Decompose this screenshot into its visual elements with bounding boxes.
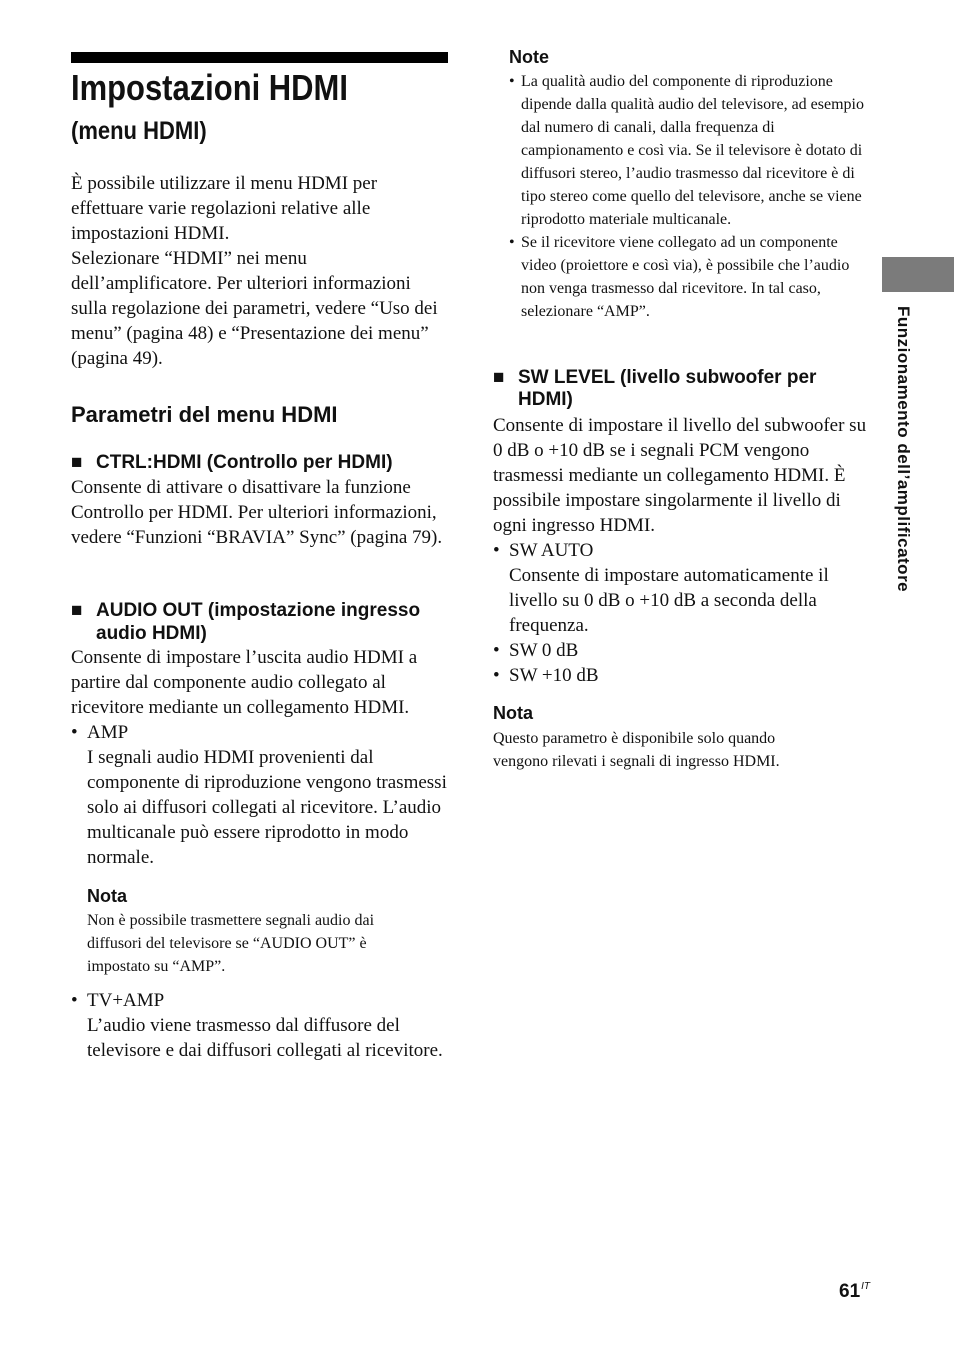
list-item	[71, 720, 448, 870]
sw-level-nota-heading: Nota	[493, 703, 533, 723]
note-item-2: • Se il ricevitore viene collegato ad un componente video (proiettore e così via), è possibile che l’audio non venga trasmesso dal ricevitore. In tal caso, selezionare “AMP”.	[509, 231, 871, 323]
sw-level-heading-text: SW LEVEL (livello subwoofer per HDMI)	[518, 367, 817, 410]
note-item-1: • La qualità audio del componente di riproduzione dipende dalla qualità audio del televisore, ad esempio dal numero di canali, dalla frequenza di campionamento e così via. Se il televisore è dotato di diffusori stereo, l’audio trasmesso dal ricevitore è di tipo stereo come quello del televisore, anche se viene riprodotto materiale multicanale.	[509, 70, 871, 231]
sw-auto-text: Consente di impostare automaticamente il livello su 0 dB o +10 dB a seconda della frequenza.	[509, 565, 829, 636]
amp-text: I segnali audio HDMI provenienti dal componente di riproduzione vengono trasmessi solo ai diffusori collegati al ricevitore. L’audio multicanale può essere riprodotto in modo normale.	[87, 747, 447, 868]
page-number	[839, 1281, 870, 1303]
chapter-tab	[882, 257, 954, 292]
title-rule	[71, 52, 448, 63]
list-item	[71, 988, 448, 1063]
note-list	[509, 70, 871, 323]
sw-level-text: Consente di impostare il livello del subwoofer su 0 dB o +10 dB se i segnali PCM vengono trasmessi mediante un collegamento HDMI. È possibile impostare singolarmente il livello di ogni ingresso HDMI.	[493, 415, 867, 536]
chapter-side-label: Funzionamento dell’amplificatore	[894, 306, 913, 593]
square-bullet-icon: ■	[493, 367, 505, 388]
ctrl-hdmi-heading-text: CTRL:HDMI (Controllo per HDMI)	[96, 452, 393, 473]
sw-level-heading	[493, 367, 871, 411]
list-item	[493, 638, 871, 663]
square-bullet-icon: ■	[71, 600, 83, 621]
audio-out-text: Consente di impostare l’uscita audio HDMI a partire dal componente audio collegato al ricevitore mediante un collegamento HDMI.	[71, 647, 418, 718]
page-number-suffix: IT	[861, 1281, 871, 1292]
audio-out-heading	[71, 599, 448, 645]
ctrl-hdmi-heading	[71, 451, 456, 474]
audio-out-nota-heading: Nota	[87, 886, 127, 906]
note-heading: Note	[509, 47, 549, 67]
tvamp-text: L’audio viene trasmesso dal diffusore del televisore e dai diffusori collegati al ricevitore.	[87, 1015, 443, 1061]
audio-out-tvamp-list	[71, 988, 448, 1063]
list-item	[493, 663, 871, 688]
audio-out-amp-list	[71, 720, 448, 870]
audio-out-heading-text: AUDIO OUT (impostazione ingresso audio HDMI)	[96, 600, 421, 644]
page-subtitle: (menu HDMI)	[71, 117, 207, 145]
audio-out-nota-text: Non è possibile trasmettere segnali audio dai diffusori del televisore se “AUDIO OUT” è impostato su “AMP”.	[87, 912, 375, 975]
intro-paragraph-1: È possibile utilizzare il menu HDMI per effettuare varie regolazioni relative alle impostazioni HDMI.	[71, 173, 378, 244]
page-number-value: 61	[839, 1281, 861, 1302]
amp-label: • AMP	[87, 722, 129, 743]
intro-paragraph-2: Selezionare “HDMI” nei menu dell’amplificatore. Per ulteriori informazioni sulla regolazione dei parametri, vedere “Uso dei menu” (pagina 48) e “Presentazione dei menu” (pagina 49).	[71, 248, 438, 369]
tvamp-label: • TV+AMP	[87, 990, 165, 1011]
intro-block	[71, 171, 448, 371]
page-title: Impostazioni HDMI	[71, 67, 348, 108]
sw-10db-label: • SW +10 dB	[509, 665, 599, 686]
sw-0db-label: • SW 0 dB	[509, 640, 579, 661]
sw-level-options	[493, 538, 871, 688]
ctrl-hdmi-text: Consente di attivare o disattivare la funzione Controllo per HDMI. Per ulteriori informazioni, vedere “Funzioni “BRAVIA” Sync” (pagina 79).	[71, 477, 443, 548]
sw-auto-label: • SW AUTO	[509, 540, 594, 561]
list-item	[493, 538, 871, 638]
section-heading: Parametri del menu HDMI	[71, 402, 338, 427]
square-bullet-icon: ■	[71, 452, 83, 473]
sw-level-nota-text: Questo parametro è disponibile solo quando vengono rilevati i segnali di ingresso HDMI.	[493, 730, 780, 770]
